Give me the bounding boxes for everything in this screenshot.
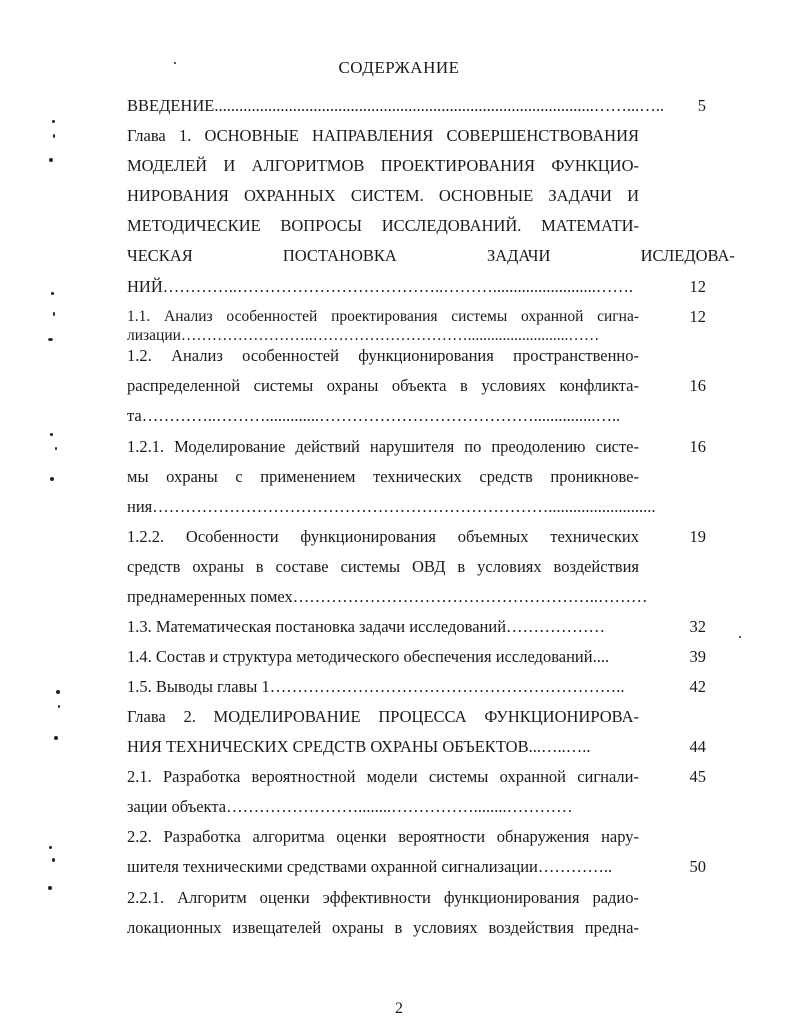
toc-line: та…………..……….............…………………………………...............….. [127,406,621,425]
toc-line: Глава 2. МОДЕЛИРОВАНИЕ ПРОЦЕССА ФУНКЦИОНИРОВА- [127,707,639,726]
scan-speck [55,447,57,450]
toc-line: 1.2.1. Моделирование действий нарушителя по преодолению систе- [127,437,639,456]
toc-line: 1.2.2. Особенности функционирования объемных технических [127,527,639,546]
page-number: 39 [689,647,706,666]
scan-speck [174,62,176,64]
toc-line: 1.5. Выводы главы 1……………………………………………………….. [127,677,625,696]
toc-line: преднамеренных помех………………………………………………..……… [127,587,648,606]
toc-line: ВВЕДЕНИЕ............................................................................................……...….. [127,96,664,115]
scan-speck [49,158,53,162]
page-title: СОДЕРЖАНИЕ [338,58,460,77]
scan-speck [49,846,52,849]
page-number: 12 [689,307,706,326]
scan-speck [56,690,60,694]
scan-speck [48,338,53,341]
toc-line: 1.3. Математическая постановка задачи исследований……………… [127,617,606,636]
toc-line: лизации……………………..…………………………..........................…… [127,327,600,344]
toc-line: мы охраны с применением технических средств проникнове- [127,467,639,486]
footer-page-number: 2 [395,1000,403,1017]
page-number: 42 [689,677,706,696]
page-number: 32 [689,617,706,636]
scan-speck [53,312,55,316]
toc-line: распределенной системы охраны объекта в условиях конфликта- [127,376,639,395]
scan-speck [52,120,55,123]
toc-line: МОДЕЛЕЙ И АЛГОРИТМОВ ПРОЕКТИРОВАНИЯ ФУНКЦИО- [127,156,639,175]
page-number: 19 [689,527,706,546]
page-number: 16 [689,437,706,456]
toc-line: НИЙ…………..………………………………..……….........................……. [127,277,633,296]
scan-speck [53,134,55,138]
page-number: 16 [689,376,706,395]
scan-speck [50,477,54,481]
toc-line: МЕТОДИЧЕСКИЕ ВОПРОСЫ ИССЛЕДОВАНИЙ. МАТЕМАТИ- [127,216,639,235]
page-number: 12 [689,277,706,296]
scan-speck [58,705,60,708]
toc-line: ЧЕСКАЯ ПОСТАНОВКА ЗАДАЧИ ИСЛЕДОВА- [127,246,735,265]
toc-line: 1.4. Состав и структура методического обеспечения исследований.... [127,647,610,666]
page-number: 50 [689,857,706,876]
page-number: 45 [689,767,706,786]
scan-speck [739,636,741,638]
scan-speck [54,736,58,740]
toc-line: 2.2.1. Алгоритм оценки эффективности функционирования радио- [127,888,639,907]
scan-speck [51,292,54,295]
toc-line: 1.1. Анализ особенностей проектирования системы охранной сигна- [127,308,639,325]
toc-line: шителя техническими средствами охранной сигнализации………….. [127,857,613,876]
toc-line: НИРОВАНИЯ ОХРАННЫХ СИСТЕМ. ОСНОВНЫЕ ЗАДАЧИ И [127,186,639,205]
toc-line: зации объекта……………………........……………........………… [127,797,573,816]
toc-line: НИЯ ТЕХНИЧЕСКИХ СРЕДСТВ ОХРАНЫ ОБЪЕКТОВ...…..….. [127,737,591,756]
scan-speck [48,886,52,890]
toc-line: Глава 1. ОСНОВНЫЕ НАПРАВЛЕНИЯ СОВЕРШЕНСТВОВАНИЯ [127,126,639,145]
page-number: 44 [689,737,706,756]
scan-speck [52,858,55,862]
toc-line: 2.2. Разработка алгоритма оценки вероятности обнаружения нару- [127,827,639,846]
toc-line: 2.1. Разработка вероятностной модели системы охранной сигнали- [127,767,639,786]
page-number: 5 [697,96,706,115]
toc-line: ния……………………………………………………………….......................... [127,497,656,516]
toc-line: 1.2. Анализ особенностей функционирования пространственно- [127,346,639,365]
toc-line: локационных извещателей охраны в условиях воздействия предна- [127,918,639,937]
toc-line: средств охраны в составе системы ОВД в условиях воздействия [127,557,639,576]
scan-speck [50,433,53,436]
